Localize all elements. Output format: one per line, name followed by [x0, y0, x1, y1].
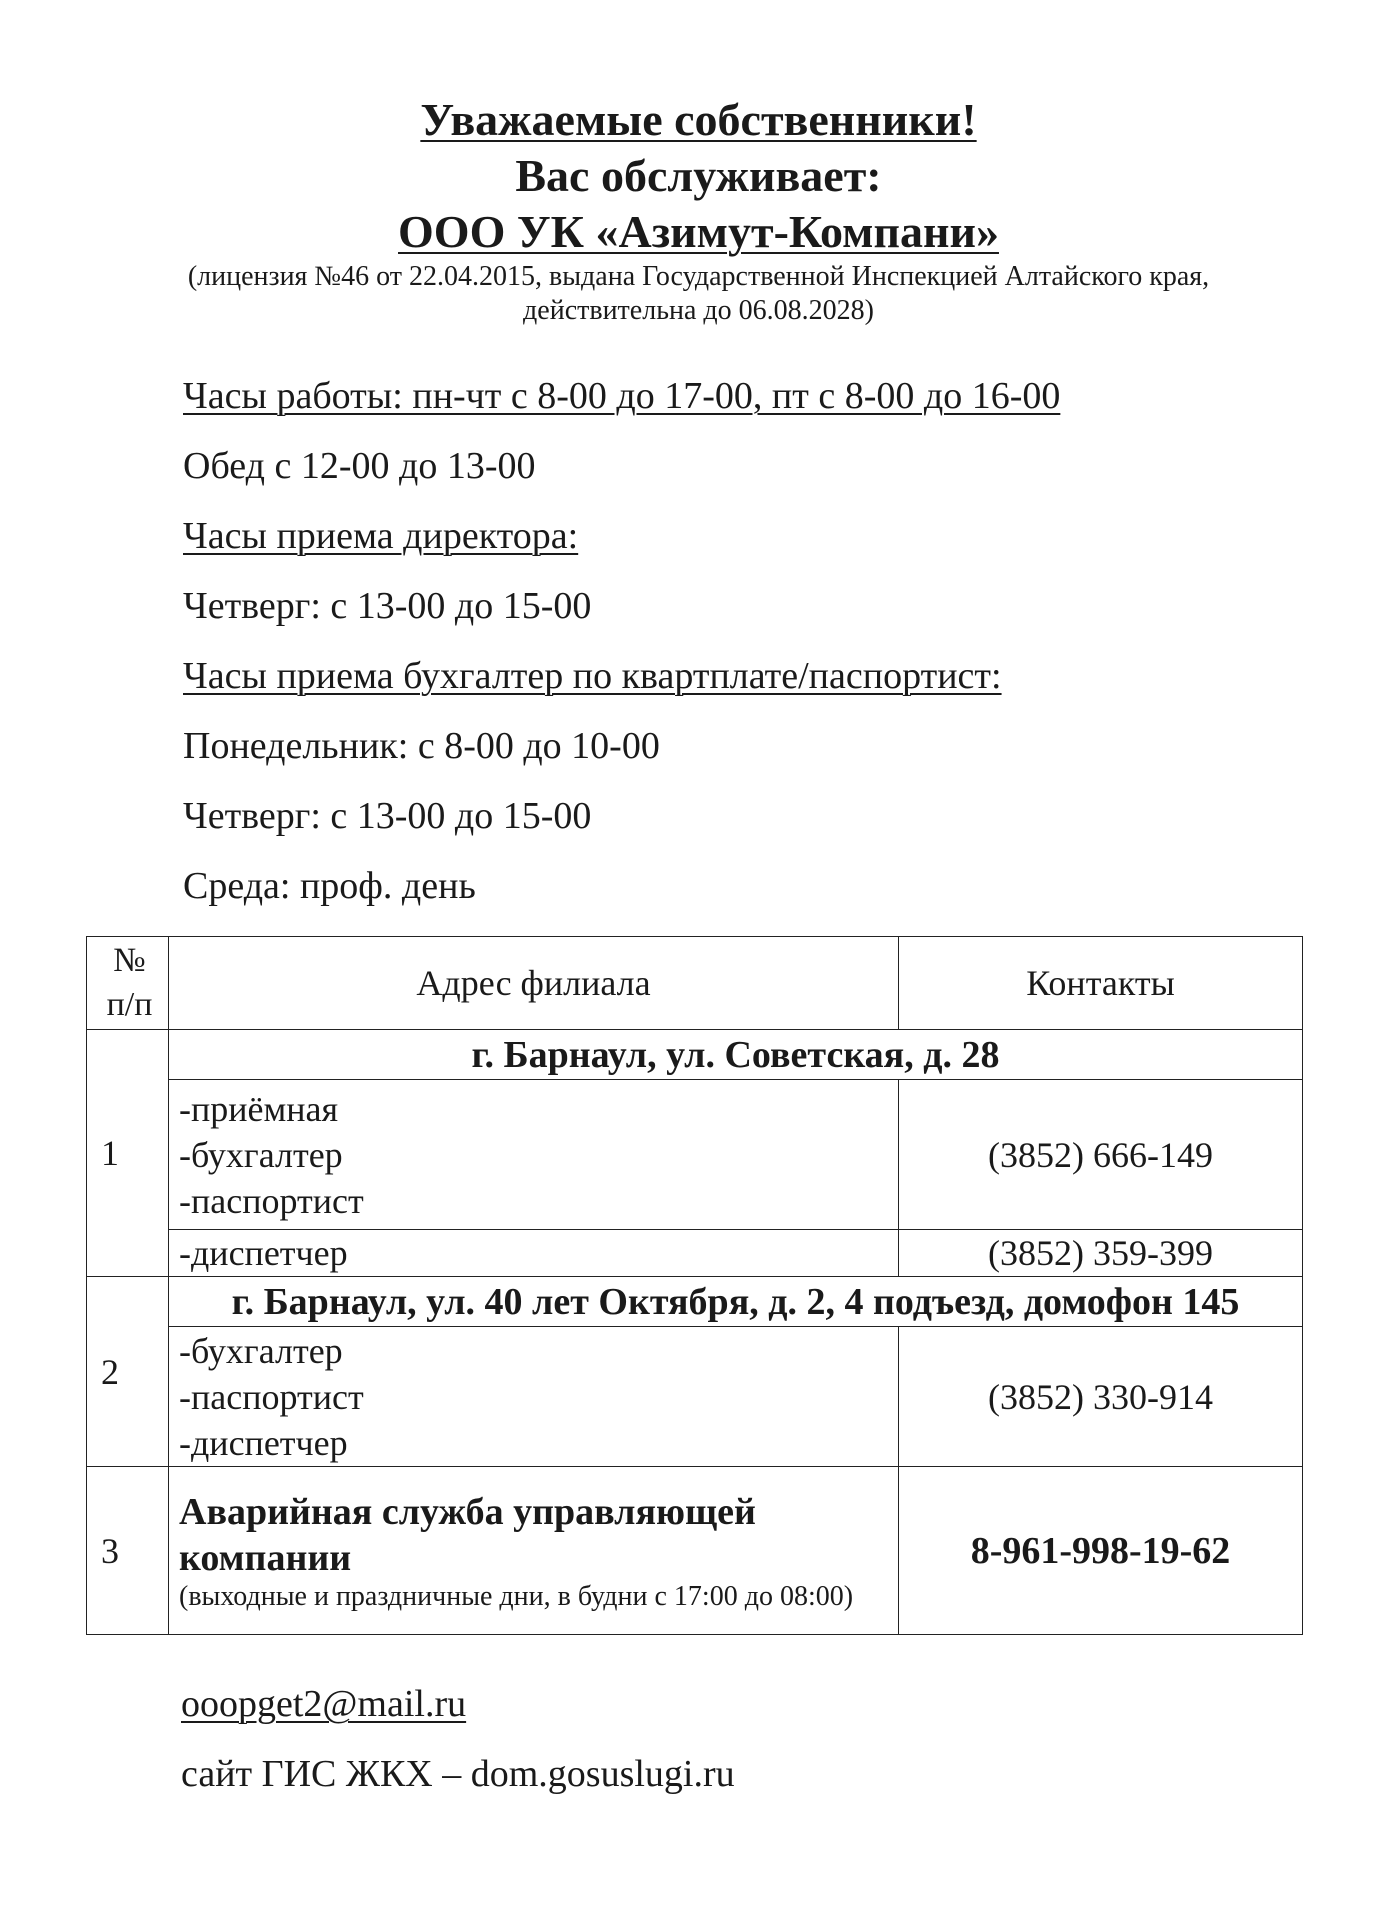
branches-table	[86, 936, 1303, 1635]
role-item: -паспортист	[179, 1180, 364, 1221]
emergency-phone: 8-961-998-19-62	[899, 1467, 1303, 1635]
work-hours: Часы работы: пн-чт с 8-00 до 17-00, пт с 8-00 до 16-00	[183, 375, 1061, 417]
role-item: -приёмная	[179, 1088, 339, 1129]
table-row	[87, 1467, 1303, 1635]
table-row	[87, 1030, 1303, 1080]
branch-number: 1	[87, 1030, 169, 1277]
branch-roles	[169, 1327, 899, 1467]
contact-email-row	[181, 1682, 466, 1726]
role-item: -бухгалтер	[179, 1330, 343, 1371]
role-item: -диспетчер	[179, 1422, 348, 1463]
emergency-note: (выходные и праздничные дни, в будни с 17:00 до 08:00)	[179, 1580, 854, 1612]
accountant-monday: Понедельник: с 8-00 до 10-00	[183, 725, 660, 767]
header-contacts: Контакты	[899, 937, 1303, 1030]
emergency-service	[169, 1467, 899, 1635]
dispatcher-phone: (3852) 359-399	[899, 1230, 1303, 1277]
branch-roles	[169, 1080, 899, 1230]
header	[0, 92, 1397, 328]
header-address: Адрес филиала	[169, 937, 899, 1030]
license-line-1: (лицензия №46 от 22.04.2015, выдана Государственной Инспекцией Алтайского края,	[187, 261, 1210, 292]
dispatcher-role: -диспетчер	[169, 1230, 899, 1277]
emergency-title-line-1: Аварийная служба управляющей	[179, 1490, 756, 1533]
email-link[interactable]: ooopget2@mail.ru	[181, 1683, 467, 1725]
company-name: ООО УК «Азимут-Компани»	[398, 206, 999, 257]
table-row	[87, 1230, 1303, 1277]
branch-phone: (3852) 330-914	[899, 1327, 1303, 1467]
table-row	[87, 1080, 1303, 1230]
branch-number: 2	[87, 1277, 169, 1467]
role-item: -паспортист	[179, 1376, 364, 1417]
served-by-heading: Вас обслуживает:	[515, 150, 882, 201]
director-hours: Четверг: с 13-00 до 15-00	[183, 585, 592, 627]
role-item: -бухгалтер	[179, 1134, 343, 1175]
accountant-hours-title: Часы приема бухгалтер по квартплате/паспортист:	[183, 655, 1002, 697]
license-line-2: действительна до 06.08.2028)	[523, 295, 874, 326]
branch-address: г. Барнаул, ул. 40 лет Октября, д. 2, 4 подъезд, домофон 145	[169, 1277, 1303, 1327]
branch-phone: (3852) 666-149	[899, 1080, 1303, 1230]
accountant-thursday: Четверг: с 13-00 до 15-00	[183, 795, 592, 837]
table-header-row	[87, 937, 1303, 1030]
director-hours-title: Часы приема директора:	[183, 515, 579, 557]
table-row	[87, 1277, 1303, 1327]
branch-number: 3	[87, 1467, 169, 1635]
greeting-heading: Уважаемые собственники!	[420, 94, 977, 145]
gis-site: сайт ГИС ЖКХ – dom.gosuslugi.ru	[181, 1753, 735, 1795]
lunch-hours: Обед с 12-00 до 13-00	[183, 445, 536, 487]
header-number: № п/п	[87, 937, 169, 1030]
emergency-title-line-2: компании	[179, 1536, 352, 1579]
wednesday-note: Среда: проф. день	[183, 865, 476, 907]
table-row	[87, 1327, 1303, 1467]
branch-address: г. Барнаул, ул. Советская, д. 28	[169, 1030, 1303, 1080]
